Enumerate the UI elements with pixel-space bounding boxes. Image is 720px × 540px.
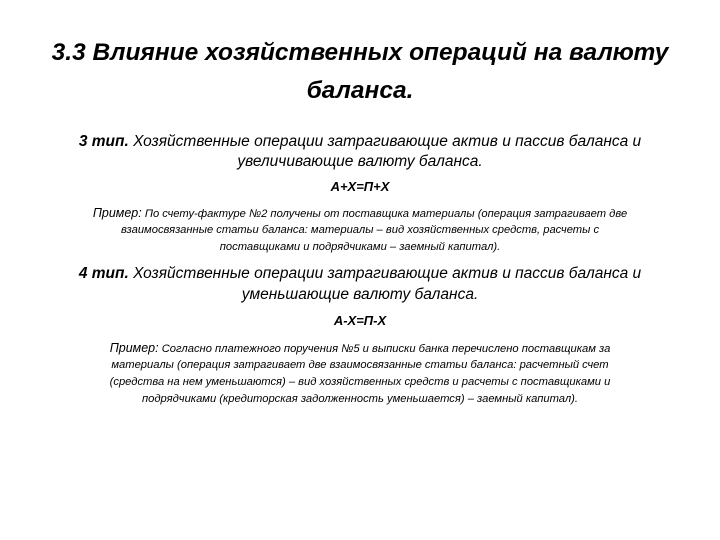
type3-example-line-3: поставщиками и подрядчиками – заемный капитал). xyxy=(219,241,501,253)
type4-formula: А-Х=П-Х xyxy=(333,313,387,328)
type4-example-text-1: Согласно платежного поручения №5 и выписки банка перечислено поставщикам за xyxy=(158,343,611,355)
type4-heading-line-2: уменьшающие валюту баланса. xyxy=(241,286,479,303)
type3-example-line-1 xyxy=(40,206,680,223)
type4-heading-line-1 xyxy=(40,264,680,284)
slide-title-line-1: 3.3 Влияние хозяйственных операций на валюту xyxy=(51,39,669,66)
type3-example-label: Пример: xyxy=(92,206,142,220)
type4-example-line-2: материалы (операция затрагивает две взаимосвязанные статьи баланса: расчетный счет xyxy=(111,359,609,371)
type3-text-1: Хозяйственные операции затрагивающие актив и пассив баланса и xyxy=(128,133,642,150)
type4-text-1: Хозяйственные операции затрагивающие актив и пассив баланса и xyxy=(128,265,642,282)
type4-label: 4 тип. xyxy=(78,265,129,282)
type4-example-line-4: подрядчиками (кредиторская задолженность уменьшается) – заемный капитал). xyxy=(141,393,579,405)
type3-formula: А+Х=П+Х xyxy=(330,179,390,194)
type3-heading-line-1 xyxy=(40,132,680,152)
type3-label: 3 тип. xyxy=(78,133,129,150)
type4-example-line-1 xyxy=(40,341,680,358)
type3-example-line-2: взаимосвязанные статьи баланса: материалы – вид хозяйственных средств, расчеты с xyxy=(120,224,600,236)
type3-heading-line-2: увеличивающие валюту баланса. xyxy=(237,153,483,170)
slide-title xyxy=(40,34,680,110)
type3-example-text-1: По счету-фактуре №2 получены от поставщика материалы (операция затрагивает две xyxy=(141,208,628,220)
type4-example-label: Пример: xyxy=(109,341,159,355)
slide-title-line-2: баланса. xyxy=(306,77,414,104)
type4-example-line-3: (средства на нем уменьшаются) – вид хозяйственных средств и расчеты с поставщиками и xyxy=(109,376,611,388)
